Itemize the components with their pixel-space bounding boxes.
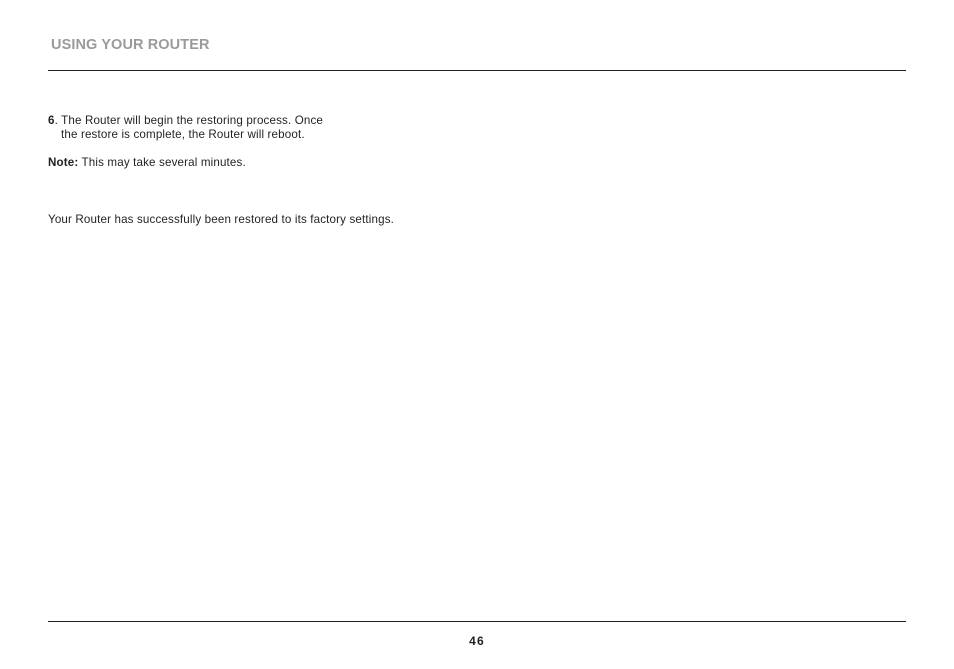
result-text: Your Router has successfully been restored to its factory settings. — [48, 213, 395, 226]
step-text-line2: the restore is complete, the Router will reboot. — [61, 128, 305, 141]
note-text: This may take several minutes. — [78, 156, 246, 169]
step-text-line1: . The Router will begin the restoring process. Once — [54, 114, 324, 127]
section-title: USING YOUR ROUTER — [51, 37, 210, 53]
step-6-instruction — [48, 114, 323, 142]
note — [48, 156, 246, 170]
note-label: Note: — [48, 156, 79, 169]
step-number: 6 — [48, 114, 55, 127]
header-divider — [48, 70, 906, 71]
footer-divider — [48, 621, 906, 622]
page-number: 46 — [469, 634, 485, 648]
